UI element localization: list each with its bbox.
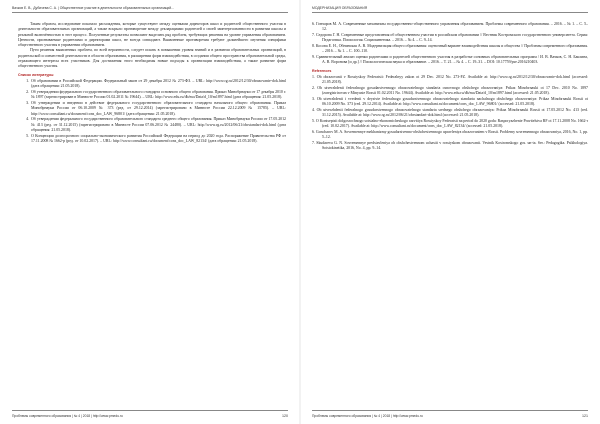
running-header: Вачков Е. В., Дубичева С. А. | Общественное участие в деятельности образовательных организаций... [12, 6, 175, 10]
footer-rule [312, 410, 588, 411]
running-footer: Проблемы современного образования | № 4 | 2018 | http://www.pmedu.ru [312, 414, 423, 418]
reference-item: 4. Об утверждении федерального государственного образовательного стандарта среднего общего образования. Приказ Минобрнауки России от 17.05.2012 № 413 (ред. от 31.12.2015) (зарегистрировано в Минюсте России 07.06.2012 № 24480). – URL: http://www.rg.ru/2012/06/21/obrstandart-dok.html (дата обращения: 21.05.2018). [30, 117, 286, 133]
body-paragraph: Пути решения выявленных проблем, по всей вероятности, следует искать в повышении уровня знаний и в развитии образовательных организаций, в родительской и совместной деятельности в области образования, в расширении форм взаимодействия, в создании общего пространства образовательной среды, отражающего интересы всех участников. Для достижения этого необходимы новые подходы к организации взаимодействия, а также развитие форм общественного участия. [18, 48, 286, 69]
left-body-column [18, 22, 286, 144]
page-number: 121 [582, 414, 588, 418]
reference-item: 1. Об образовании в Российской Федерации. Федеральный закон от 29 декабря 2012 № 273-ФЗ. – URL: http://www.rg.ru/2012/12/30/obrazovanie-dok.html (дата обращения: 21.05.2018). [30, 79, 286, 90]
reference-item: 6. Гончаров М. А. Современные механизмы государственно-общественного управления образованием. Проблемы современного образования. – 2016. – № 1. – С. 5–12. [312, 22, 588, 32]
references-list-continued [312, 22, 588, 66]
header-rule [12, 12, 288, 13]
references-list [18, 79, 286, 144]
page-number: 120 [282, 414, 288, 418]
footer-rule [12, 410, 288, 411]
right-page [300, 0, 600, 424]
english-references-list [312, 75, 588, 152]
reference-item: 9. Сравнительный анализ оценки родителями и родителей общественного участия в разработке основных образовательных программ / И. В. Вачков, С. Н. Баклина, А. В. Воронова [и др.] // Психологическая наука и образование. – 2016. – Т. 21. – № 4. – С. 19–31. – DOI: 10.17759/pse.2016210403. [312, 54, 588, 65]
reference-item: 8. Косова Е. Н., Обнинская А. В. Модернизация общего образования: оценочный вариант взаимодействия школы и общества // Проблемы современного образования. – 2016. – № 1. – С. 100–110. [312, 43, 588, 54]
body-paragraph: Таким образом, исследование показало расхождения, которые существуют между оценками директоров школ и родителей общественного участия в деятельности образовательных организаций, а также вскрыло противоречие между декларациями родителей о своей заинтересованности в развитии школы и реальной включённостью в этот процесс. Полученные результаты позволяют выделить ряд проблем, требующих решения на уровне управления образованием. Ценности, признаваемые родителями и директорами школ, не всегда совпадают. Выявленные противоречия требуют дальнейшего изучения специфики общественного участия в управлении образованием. [18, 22, 286, 48]
reference-item: 1. Ob obrazovanii v Rossiyskoy Federatsii: Federalnyy zakon ot 29 Dec. 2012 No. 273-FZ. Available at: http://www.rg.ru/2012/12/30/obrazovanie-dok.html (accessed: 21.05.2018). [312, 74, 588, 85]
reference-item: 5. О Концепции долгосрочного социально-экономического развития Российской Федерации на период до 2020 года. Распоряжение Правительства РФ от 17.11.2008 № 1662-р (ред. от 10.02.2017). – URL: http://www.consultant.ru/document/cons_doc_LAW_82134/ (дата обращения: 21.05.2018). [30, 134, 286, 145]
reference-item: 2. Об утверждении федерального государственного образовательного стандарта основного общего образования. Приказ Минобрнауки от 17 декабря 2010 г. № 1897 (зарегистрирован в Минюсте России 01.02.2011 № 19644). – URL: http://www.edu.ru/db/mo/Data/d_10/m1897.html (дата обращения: 21.05.2018). [30, 90, 286, 101]
references-title: Список литературы [18, 72, 54, 77]
reference-item: 5. O Kontseptsii dolgosrochnogo sotsialno-ekonomicheskogo razvitiya Rossiyskoy Federatsii na period do 2020 goda: Rasporyazhenie Pravitelstva RF ot 17.11.2008 No. 1662-r (red. 10.02.2017). Available at: http://www.consultant.ru/document/cons_doc_LAW_82134/ (accessed: 21.05.2018). [312, 118, 588, 129]
reference-item: 7. Skudareva G. N. Sovremennye predstavleniya ob obshchestvennom uchastii v rossiyskom obrazovanii. Vestnik Kostromskogo gos. un-ta. Ser.: Pedagogika. Psikhologiya. Sotsiokinetika, 2016, No. 4, pp. 9–14. [312, 140, 588, 151]
reference-item: 2. Ob utverzhdenii federalnogo gosudarstvennogo obrazovatelnogo standarta osnovnogo obshchego obrazovaniya: Prikaz Minobrnauki ot 17 Dec. 2010 No. 1897 (zaregistrirovan v Minyuste Rossii 01.02.2011 No. 19644). Available at: http://www.edu.ru/db/mo/Data/d_10/m1897.html (accessed: 21.05.2018). [312, 85, 588, 96]
reference-item: 3. Об утверждении и введении в действие федерального государственного образовательного стандарта начального общего образования. Приказ Минобрнауки России от 06.10.2009 № 373 (ред. от 29.12.2014) (зарегистрировано в Минюсте России 22.12.2009 № 15785). – URL: http://www.consultant.ru/document/cons_doc_LAW_96801/ (дата обращения: 21.05.2018). [30, 101, 286, 117]
reference-item: 3. Ob utverzhdenii i vvedenii v deystvie federalnogo gosudarstvennogo obrazovatelnogo standarta nachalnogo obshchego obrazovaniya: Prikaz Minobrnauki Rossii ot 06.10.2009 No. 373 (red. 29.12.2014). Available at: http://www.consultant.ru/document/cons_doc_LAW_96801/ (accessed: 21.05.2018). [312, 96, 588, 107]
right-body-column [312, 22, 588, 152]
reference-item: 7. Седорова Г. Н. Современные представления об общественном участии в российском образовании // Вестник Костромского государственного университета. Серия: Педагогика. Психология. Социокинетика. – 2016. – № 4. – С. 9–14. [312, 32, 588, 43]
running-footer: Проблемы современного образования | № 4 | 2018 | http://www.pmedu.ru [12, 414, 123, 418]
running-header: МОДЕРНИЗАЦИЯ ОБРАЗОВАНИЯ [312, 6, 368, 10]
references-title: References [312, 68, 332, 73]
header-rule [312, 12, 588, 13]
reference-item: 6. Goncharov M. A. Sovremennye mekhanizmy gosudarstvenno-obshchestvennogo upravleniya obrazovaniem v Rossii. Problemy sovremennogo obrazovaniya, 2016, No. 1, pp. 5–12. [312, 129, 588, 140]
reference-item: 4. Ob utverzhdenii federalnogo gosudarstvennogo obrazovatelnogo standarta srednego obshchego obrazovaniya: Prikaz Minobrnauki Rossii ot 17.05.2012 No. 413 (red. 31.12.2015). Available at: http://www.rg.ru/2012/06/21/obrstandart-dok.html (accessed: 21.05.2018). [312, 107, 588, 118]
